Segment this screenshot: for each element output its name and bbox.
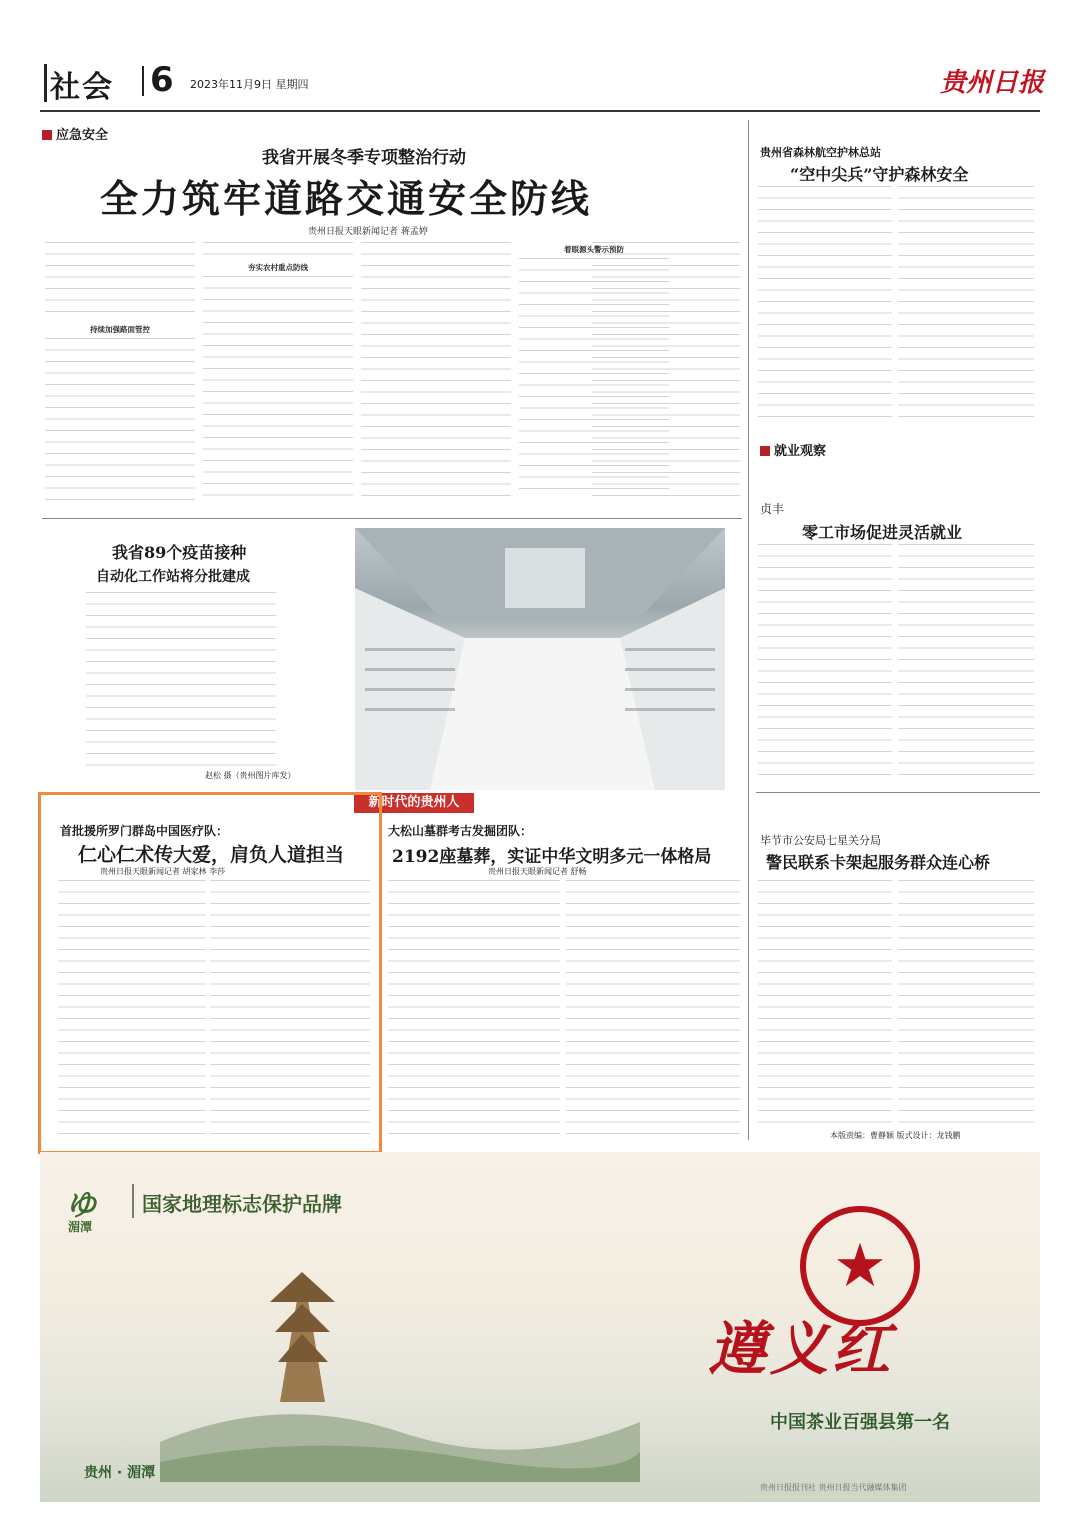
job-place: 贞丰 xyxy=(760,502,785,516)
ad-logo-text: 湄潭 xyxy=(68,1220,93,1234)
story1-headline: 仁心仁术传大爱，肩负人道担当 xyxy=(78,844,345,866)
job-headline: 零工市场促进灵活就业 xyxy=(802,523,963,542)
ad-slogan: 中国茶业百强县第一名 xyxy=(770,1412,950,1433)
forest-kicker: 贵州省森林航空护林总站 xyxy=(760,146,881,159)
header-separator xyxy=(142,66,144,96)
story2-column xyxy=(566,880,740,1142)
tag-square-icon xyxy=(42,130,52,140)
ad-logo-mark: ゆ xyxy=(66,1188,96,1223)
subhead: 持续加强路面管控 xyxy=(90,325,150,334)
ad-calligraphy: 遵义红 xyxy=(708,1315,895,1383)
tag-label: 就业观察 xyxy=(774,444,827,459)
vaccine-warehouse-photo xyxy=(355,528,725,790)
vaccine-text xyxy=(86,592,276,772)
job-column xyxy=(898,544,1034,784)
section-tag-jobs xyxy=(760,440,826,459)
story2-byline: 贵州日报天眼新闻记者 舒畅 xyxy=(488,867,587,876)
newspaper-logo: 贵州日报 xyxy=(940,68,1045,98)
article-column xyxy=(203,242,353,508)
subhead: 夯实农村重点防线 xyxy=(248,263,308,272)
ad-brand: 国家地理标志保护品牌 xyxy=(142,1192,342,1216)
forest-column xyxy=(758,186,892,426)
page-editors: 本版责编：曹静颖 版式设计：龙钱鹏 xyxy=(830,1131,961,1140)
photo-credit: 赵松 摄（贵州图片库发） xyxy=(205,771,296,780)
tag-label: 应急安全 xyxy=(56,128,109,143)
story2-column xyxy=(388,880,560,1142)
tag-square-icon xyxy=(760,446,770,456)
section-tag-safety xyxy=(42,124,108,143)
article-kicker: 我省开展冬季专项整治行动 xyxy=(262,148,466,168)
police-column xyxy=(758,880,892,1130)
party-seal-icon: ★ xyxy=(800,1206,920,1326)
police-headline: 警民联系卡架起服务群众连心桥 xyxy=(766,853,991,872)
story1-kicker: 首批援所罗门群岛中国医疗队： xyxy=(60,824,229,838)
forest-column xyxy=(898,186,1034,426)
page-number: 6 xyxy=(150,60,174,100)
forest-headline: “空中尖兵”守护森林安全 xyxy=(790,165,969,184)
police-column xyxy=(898,880,1034,1130)
article-column xyxy=(592,242,740,508)
article-headline: 全力筑牢道路交通安全防线 xyxy=(100,176,593,221)
story2-headline: 2192座墓葬，实证中华文明多元一体格局 xyxy=(392,847,712,867)
row-divider xyxy=(756,792,1040,793)
ad-location: 贵州 · 湄潭 xyxy=(84,1465,156,1481)
police-kicker: 毕节市公安局七星关分局 xyxy=(760,834,881,847)
story1-byline: 贵州日报天眼新闻记者 胡家林 李莎 xyxy=(100,867,226,876)
job-column xyxy=(758,544,892,784)
article-byline: 贵州日报天眼新闻记者 蒋孟婷 xyxy=(308,227,428,237)
ad-divider xyxy=(132,1184,134,1218)
header-bar xyxy=(44,64,47,102)
article-column xyxy=(45,242,195,508)
column-banner: 新时代的贵州人 xyxy=(354,793,474,813)
tea-advertisement xyxy=(40,1152,1040,1502)
article-column xyxy=(361,242,511,508)
vaccine-title-line2: 自动化工作站将分批建成 xyxy=(96,569,250,585)
issue-date: 2023年11月9日 星期四 xyxy=(190,78,309,91)
landscape-illustration xyxy=(160,1242,640,1482)
subhead: 着眼源头警示预防 xyxy=(564,245,624,254)
column-divider xyxy=(748,120,749,1140)
row-divider xyxy=(42,518,742,519)
section-name: 社会 xyxy=(50,70,114,105)
story1-column xyxy=(58,880,206,1142)
vaccine-title-line1: 我省89个疫苗接种 xyxy=(112,543,247,562)
story1-column xyxy=(210,880,370,1142)
header-rule xyxy=(40,110,1040,112)
story2-kicker: 大松山墓群考古发掘团队： xyxy=(388,824,533,838)
ad-footer: 贵州日报报刊社 贵州日报当代融媒体集团 xyxy=(760,1483,907,1492)
